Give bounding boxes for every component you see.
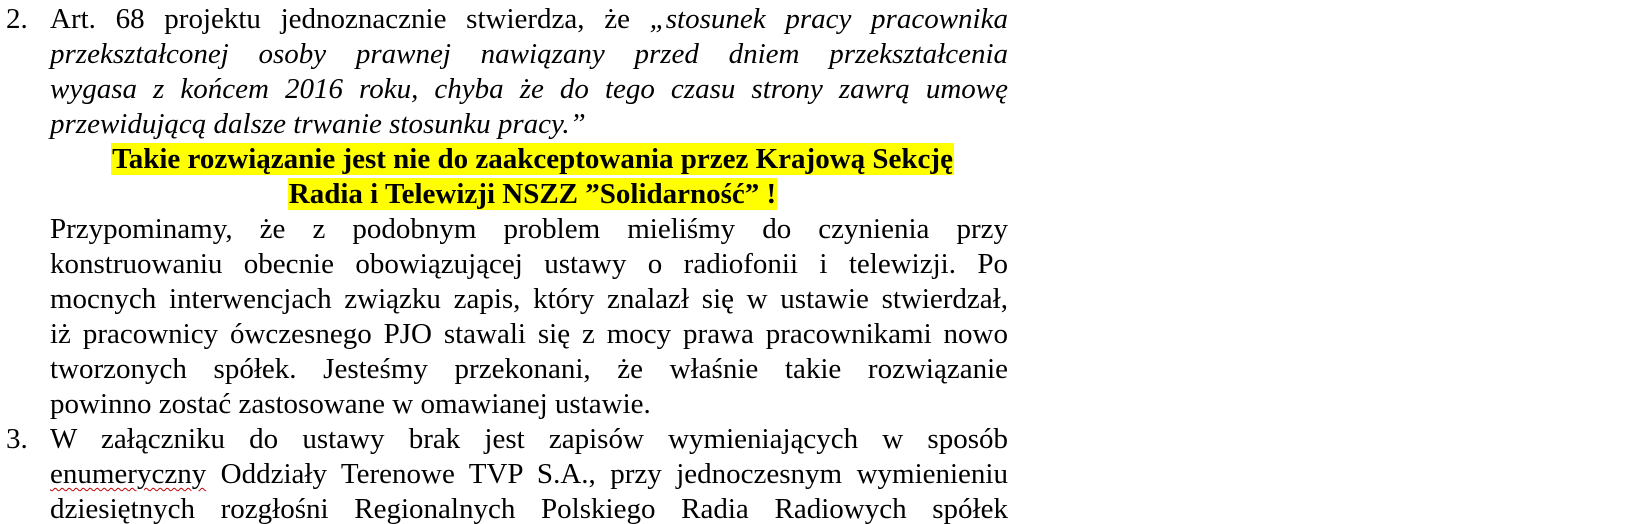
paragraph-line-6: powinno zostać zastosowane w omawianej ustawie. xyxy=(50,388,651,420)
paragraph-line-4: iż pracownicy ówczesnego PJO stawali się z mocy prawa pracownikami nowo xyxy=(50,318,1008,350)
item2-line-1-quote: „stosunek pracy pracownika xyxy=(649,3,1008,35)
item2-line-4: przewidującą dalsze trwanie stosunku pracy.” xyxy=(50,108,586,140)
item2-line-2: przekształconej osoby prawnej nawiązany przed dniem przekształcenia xyxy=(50,38,1008,70)
item-number-2: 2. xyxy=(6,3,28,35)
paragraph-line-2: konstruowaniu obecnie obowiązującej ustawy o radiofonii i telewizji. Po xyxy=(50,248,1008,280)
item2-line-1 xyxy=(50,2,1008,36)
item3-line-1: W załączniku do ustawy brak jest zapisów wymieniających w sposób xyxy=(50,423,1008,455)
highlight-line-2 xyxy=(0,177,1065,211)
highlight-line-1 xyxy=(0,142,1065,176)
item2-line-3: wygasa z końcem 2016 roku, chyba że do tego czasu strony zawrą umowę xyxy=(50,73,1008,105)
item3-line-3-cut: dziesiętnych rozgłośni Regionalnych Polskiego Radia Radiowych spółek xyxy=(50,493,1008,524)
highlight-text-1: Takie rozwiązanie jest nie do zaakceptowania przez Krajową Sekcję xyxy=(112,143,953,175)
item3-line-2-rest: Oddziały Terenowe TVP S.A., przy jednoczesnym wymienieniu xyxy=(206,458,1008,490)
item-number-3: 3. xyxy=(6,423,28,455)
paragraph-line-3: mocnych interwencjach związku zapis, który znalazł się w ustawie stwierdzał, xyxy=(50,283,1008,315)
item3-line-2 xyxy=(50,457,1008,491)
paragraph-line-1: Przypominamy, że z podobnym problem mieliśmy do czynienia przy xyxy=(50,213,1008,245)
item2-line-1-prefix: Art. 68 projektu jednoznacznie stwierdza, że xyxy=(50,3,650,35)
spellcheck-flagged-word[interactable]: enumeryczny xyxy=(50,458,207,490)
highlight-text-2: Radia i Telewizji NSZZ ”Solidarność” ! xyxy=(288,178,777,210)
paragraph-line-5: tworzonych spółek. Jesteśmy przekonani, że właśnie takie rozwiązanie xyxy=(50,353,1008,385)
